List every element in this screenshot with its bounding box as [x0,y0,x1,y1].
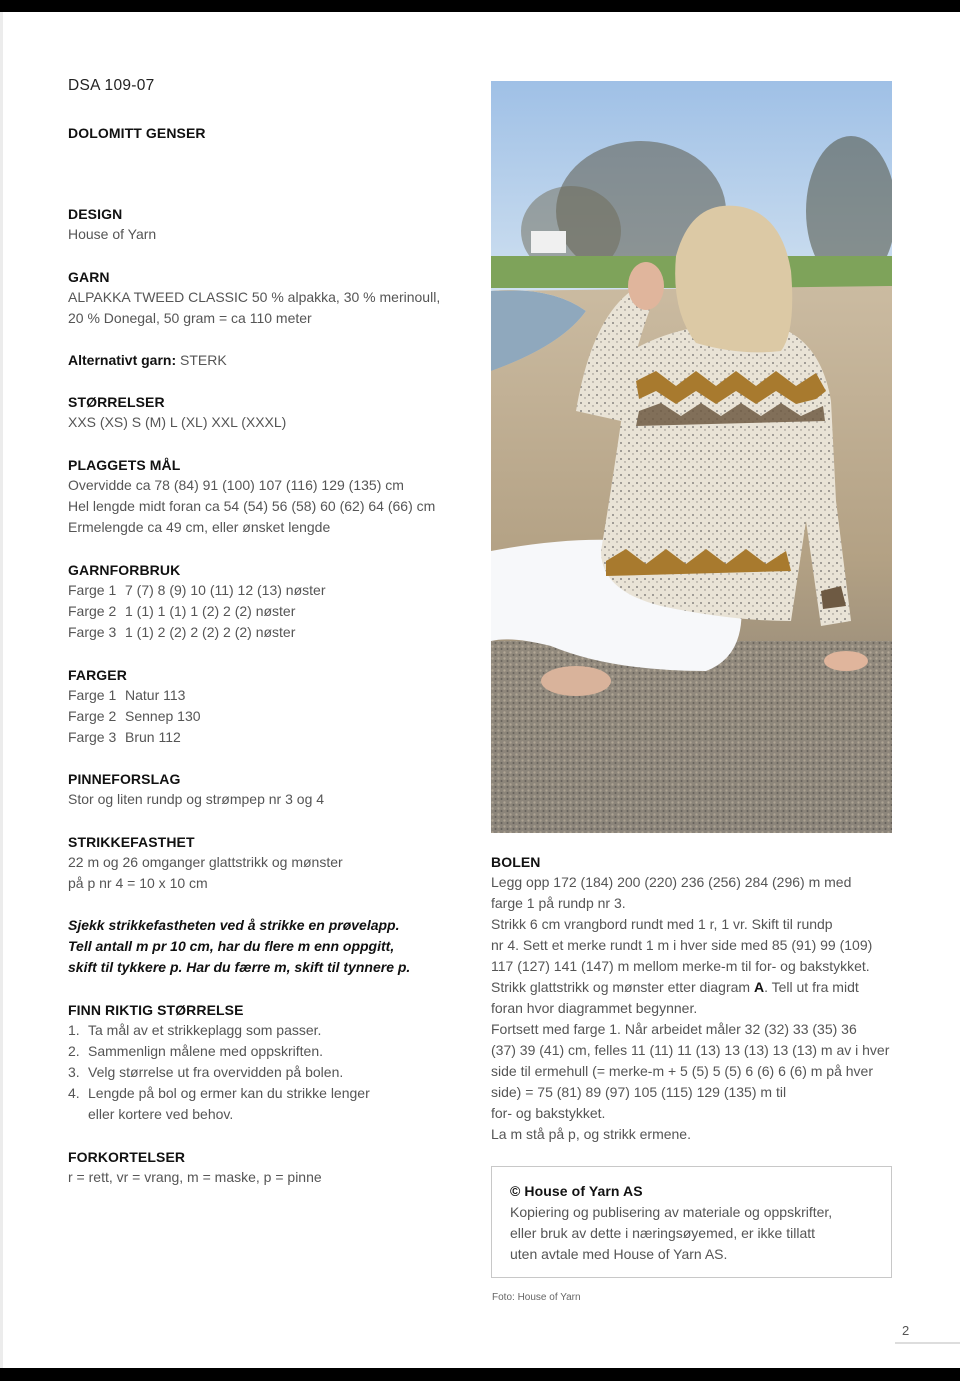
sizes-text: XXS (XS) S (M) L (XL) XXL (XXXL) [68,414,287,430]
body-line: side til ermehull (= merke-m + 5 (5) 5 (5) 6 (6) 6 (6) m på hver [491,1063,874,1079]
yarn-usage-row: Farge 3 1 (1) 2 (2) 2 (2) 2 (2) nøster [68,624,296,640]
measurements-heading: PLAGGETS MÅL [68,457,181,473]
needles-heading: PINNEFORSLAG [68,771,181,787]
body-line: La m stå på p, og strikk ermene. [491,1126,691,1142]
yarn-usage-row: Farge 1 7 (7) 8 (9) 10 (11) 12 (13) nøster [68,582,326,598]
page-number: 2 [902,1323,910,1338]
photo-illustration [491,81,892,833]
color-row: Farge 3 Brun 112 [68,729,181,745]
alternative-yarn-label: Alternativt garn: [68,352,177,368]
colors-heading: FARGER [68,667,127,683]
garn-line-1: ALPAKKA TWEED CLASSIC 50 % alpakka, 30 % merinoull, [68,289,441,305]
copyright-line: eller bruk av dette i næringsøyemed, er ikke tillatt [510,1225,816,1241]
measurement-line-3: Ermelengde ca 49 cm, eller ønsket lengde [68,519,331,535]
pattern-code: DSA 109-07 [68,77,155,94]
color-row: Farge 1 Natur 113 [68,687,186,703]
measurement-line-2: Hel lengde midt foran ca 54 (54) 56 (58) 60 (62) 64 (66) cm [68,498,436,514]
gauge-note-line-2: Tell antall m pr 10 cm, har du flere m enn oppgitt, [68,938,395,954]
copyright-line: uten avtale med House of Yarn AS. [510,1246,728,1262]
body-line: 117 (127) 141 (147) m mellom merke-m til for- og bakstykket. [491,958,870,974]
body-line: Fortsett med farge 1. Når arbeidet måler 32 (32) 33 (35) 36 [491,1021,857,1037]
gauge-heading: STRIKKEFASTHET [68,834,195,850]
color-row: Farge 2 Sennep 130 [68,708,201,724]
copyright-heading: © House of Yarn AS [510,1183,643,1199]
abbreviations-text: r = rett, vr = vrang, m = maske, p = pinne [68,1169,322,1185]
step-item: 1. Ta mål av et strikkeplagg som passer. [68,1022,322,1038]
step-item: 3. Velg størrelse ut fra overvidden på bolen. [68,1064,344,1080]
gauge-note-line-3: skift til tykkere p. Har du færre m, skift til tynnere p. [68,959,411,975]
page-edge [0,12,3,1368]
body-section-heading: BOLEN [491,854,541,870]
sizes-heading: STØRRELSER [68,394,165,410]
gauge-note-line-1: Sjekk strikkefastheten ved å strikke en prøvelapp. [68,917,400,933]
garn-heading: GARN [68,269,110,285]
body-line: Strikk glattstrikk og mønster etter diagram A. Tell ut fra midt [491,979,859,995]
body-line: Strikk 6 cm vrangbord rundt med 1 r, 1 vr. Skift til rundp [491,916,833,932]
copyright-line: Kopiering og publisering av materiale og oppskrifter, [510,1204,833,1220]
abbreviations-heading: FORKORTELSER [68,1149,186,1165]
page-number-rule [895,1342,960,1344]
design-text: House of Yarn [68,226,157,242]
photo-credit: Foto: House of Yarn [492,1292,581,1303]
alternative-yarn [68,350,227,371]
body-line: side) = 75 (81) 89 (97) 105 (115) 129 (135) m til [491,1084,787,1100]
gauge-line-2: på p nr 4 = 10 x 10 cm [68,875,208,891]
measurement-line-1: Overvidde ca 78 (84) 91 (100) 107 (116) 129 (135) cm [68,477,404,493]
body-line: Legg opp 172 (184) 200 (220) 236 (256) 284 (296) m med [491,874,852,890]
yarn-usage-heading: GARNFORBRUK [68,562,181,578]
find-size-heading: FINN RIKTIG STØRRELSE [68,1002,244,1018]
model-photo [491,81,892,833]
body-line: (37) 39 (41) cm, felles 11 (11) 11 (13) 13 (13) 13 (13) m av i hver [491,1042,890,1058]
alternative-yarn-value: STERK [176,352,227,368]
needles-text: Stor og liten rundp og strømpep nr 3 og 4 [68,791,325,807]
body-line: nr 4. Sett et merke rundt 1 m i hver side med 85 (91) 99 (109) [491,937,873,953]
pattern-title: DOLOMITT GENSER [68,125,206,141]
copyright-box [491,1166,892,1278]
gauge-line-1: 22 m og 26 omganger glattstrikk og mønster [68,854,343,870]
body-line: farge 1 på rundp nr 3. [491,895,626,911]
diagram-reference: A [753,979,765,995]
document-page [0,12,960,1368]
garn-line-2: 20 % Donegal, 50 gram = ca 110 meter [68,310,312,326]
body-line: for- og bakstykket. [491,1105,606,1121]
body-line: foran hvor diagrammet begynner. [491,1000,698,1016]
yarn-usage-row: Farge 2 1 (1) 1 (1) 1 (2) 2 (2) nøster [68,603,296,619]
step-item: 2. Sammenlign målene med oppskriften. [68,1043,324,1059]
design-heading: DESIGN [68,206,123,222]
find-size-steps [68,1020,370,1125]
step-item: 4. Lengde på bol og ermer kan du strikke lenger eller kortere ved behov. [68,1085,370,1122]
